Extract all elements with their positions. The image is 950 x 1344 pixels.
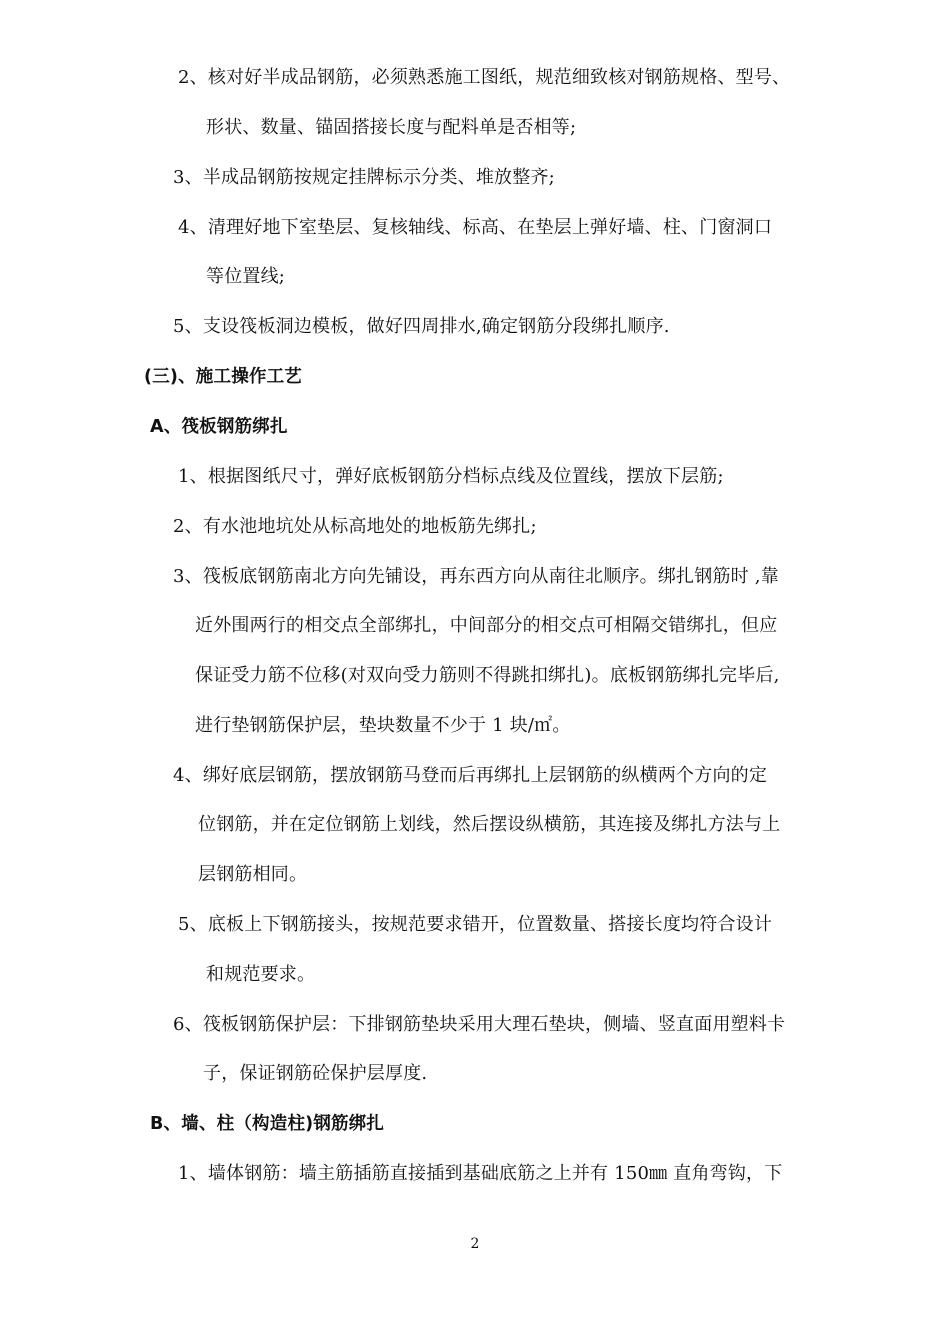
raft-item-4-line-3: 层钢筋相同。 bbox=[198, 864, 308, 885]
prep-item-4-line-1: 4、清理好地下室垫层、复核轴线、标高、在垫层上弹好墙、柱、门窗洞口 bbox=[178, 217, 773, 238]
prep-item-4-line-2: 等位置线; bbox=[206, 266, 286, 287]
raft-item-1: 1、根据图纸尺寸，弹好底板钢筋分档标点线及位置线，摆放下层筋; bbox=[178, 466, 724, 487]
raft-item-4-line-1: 4、绑好底层钢筋，摆放钢筋马登而后再绑扎上层钢筋的纵横两个方向的定 bbox=[173, 765, 768, 786]
prep-item-3: 3、半成品钢筋按规定挂牌标示分类、堆放整齐; bbox=[173, 167, 555, 188]
raft-item-3-line-3: 保证受力筋不位移(对双向受力筋则不得跳扣绑扎)。底板钢筋绑扎完毕后, bbox=[195, 665, 780, 686]
raft-item-5-line-2: 和规范要求。 bbox=[206, 964, 316, 985]
raft-item-6-line-2: 子，保证钢筋砼保护层厚度. bbox=[203, 1063, 428, 1084]
prep-item-5: 5、支设筏板洞边模板，做好四周排水,确定钢筋分段绑扎顺序. bbox=[173, 316, 670, 337]
subsection-a-heading: A、筏板钢筋绑扎 bbox=[150, 417, 288, 437]
subsection-b-heading: B、墙、柱（构造柱)钢筋绑扎 bbox=[150, 1114, 385, 1134]
wall-item-1-line-1: 1、墙体钢筋：墙主筋插筋直接插到基础底筋之上并有 150㎜ 直角弯钩，下 bbox=[178, 1163, 783, 1184]
raft-item-2: 2、有水池地坑处从标高地处的地板筋先绑扎; bbox=[173, 516, 537, 537]
raft-item-4-line-2: 位钢筋，并在定位钢筋上划线，然后摆设纵横筋，其连接及绑扎方法与上 bbox=[198, 814, 781, 835]
raft-item-3-line-2: 近外围两行的相交点全部绑扎，中间部分的相交点可相隔交错绑扎，但应 bbox=[195, 615, 778, 636]
raft-item-6-line-1: 6、筏板钢筋保护层：下排钢筋垫块采用大理石垫块，侧墙、竖直面用塑料卡 bbox=[173, 1014, 786, 1035]
prep-item-2-line-1: 2、核对好半成品钢筋，必须熟悉施工图纸，规范细致核对钢筋规格、型号、 bbox=[178, 67, 791, 88]
raft-item-3-line-1: 3、筏板底钢筋南北方向先铺设，再东西方向从南往北顺序。绑扎钢筋时 ,靠 bbox=[173, 566, 779, 587]
raft-item-5-line-1: 5、底板上下钢筋接头，按规范要求错开，位置数量、搭接长度均符合设计 bbox=[178, 914, 773, 935]
section-3-heading: (三)、施工操作工艺 bbox=[144, 367, 302, 387]
raft-item-3-line-4: 进行垫钢筋保护层，垫块数量不少于 1 块/㎡。 bbox=[195, 715, 571, 736]
prep-item-2-line-2: 形状、数量、锚固搭接长度与配料单是否相等; bbox=[206, 117, 577, 138]
page-number: 2 bbox=[470, 1236, 480, 1252]
